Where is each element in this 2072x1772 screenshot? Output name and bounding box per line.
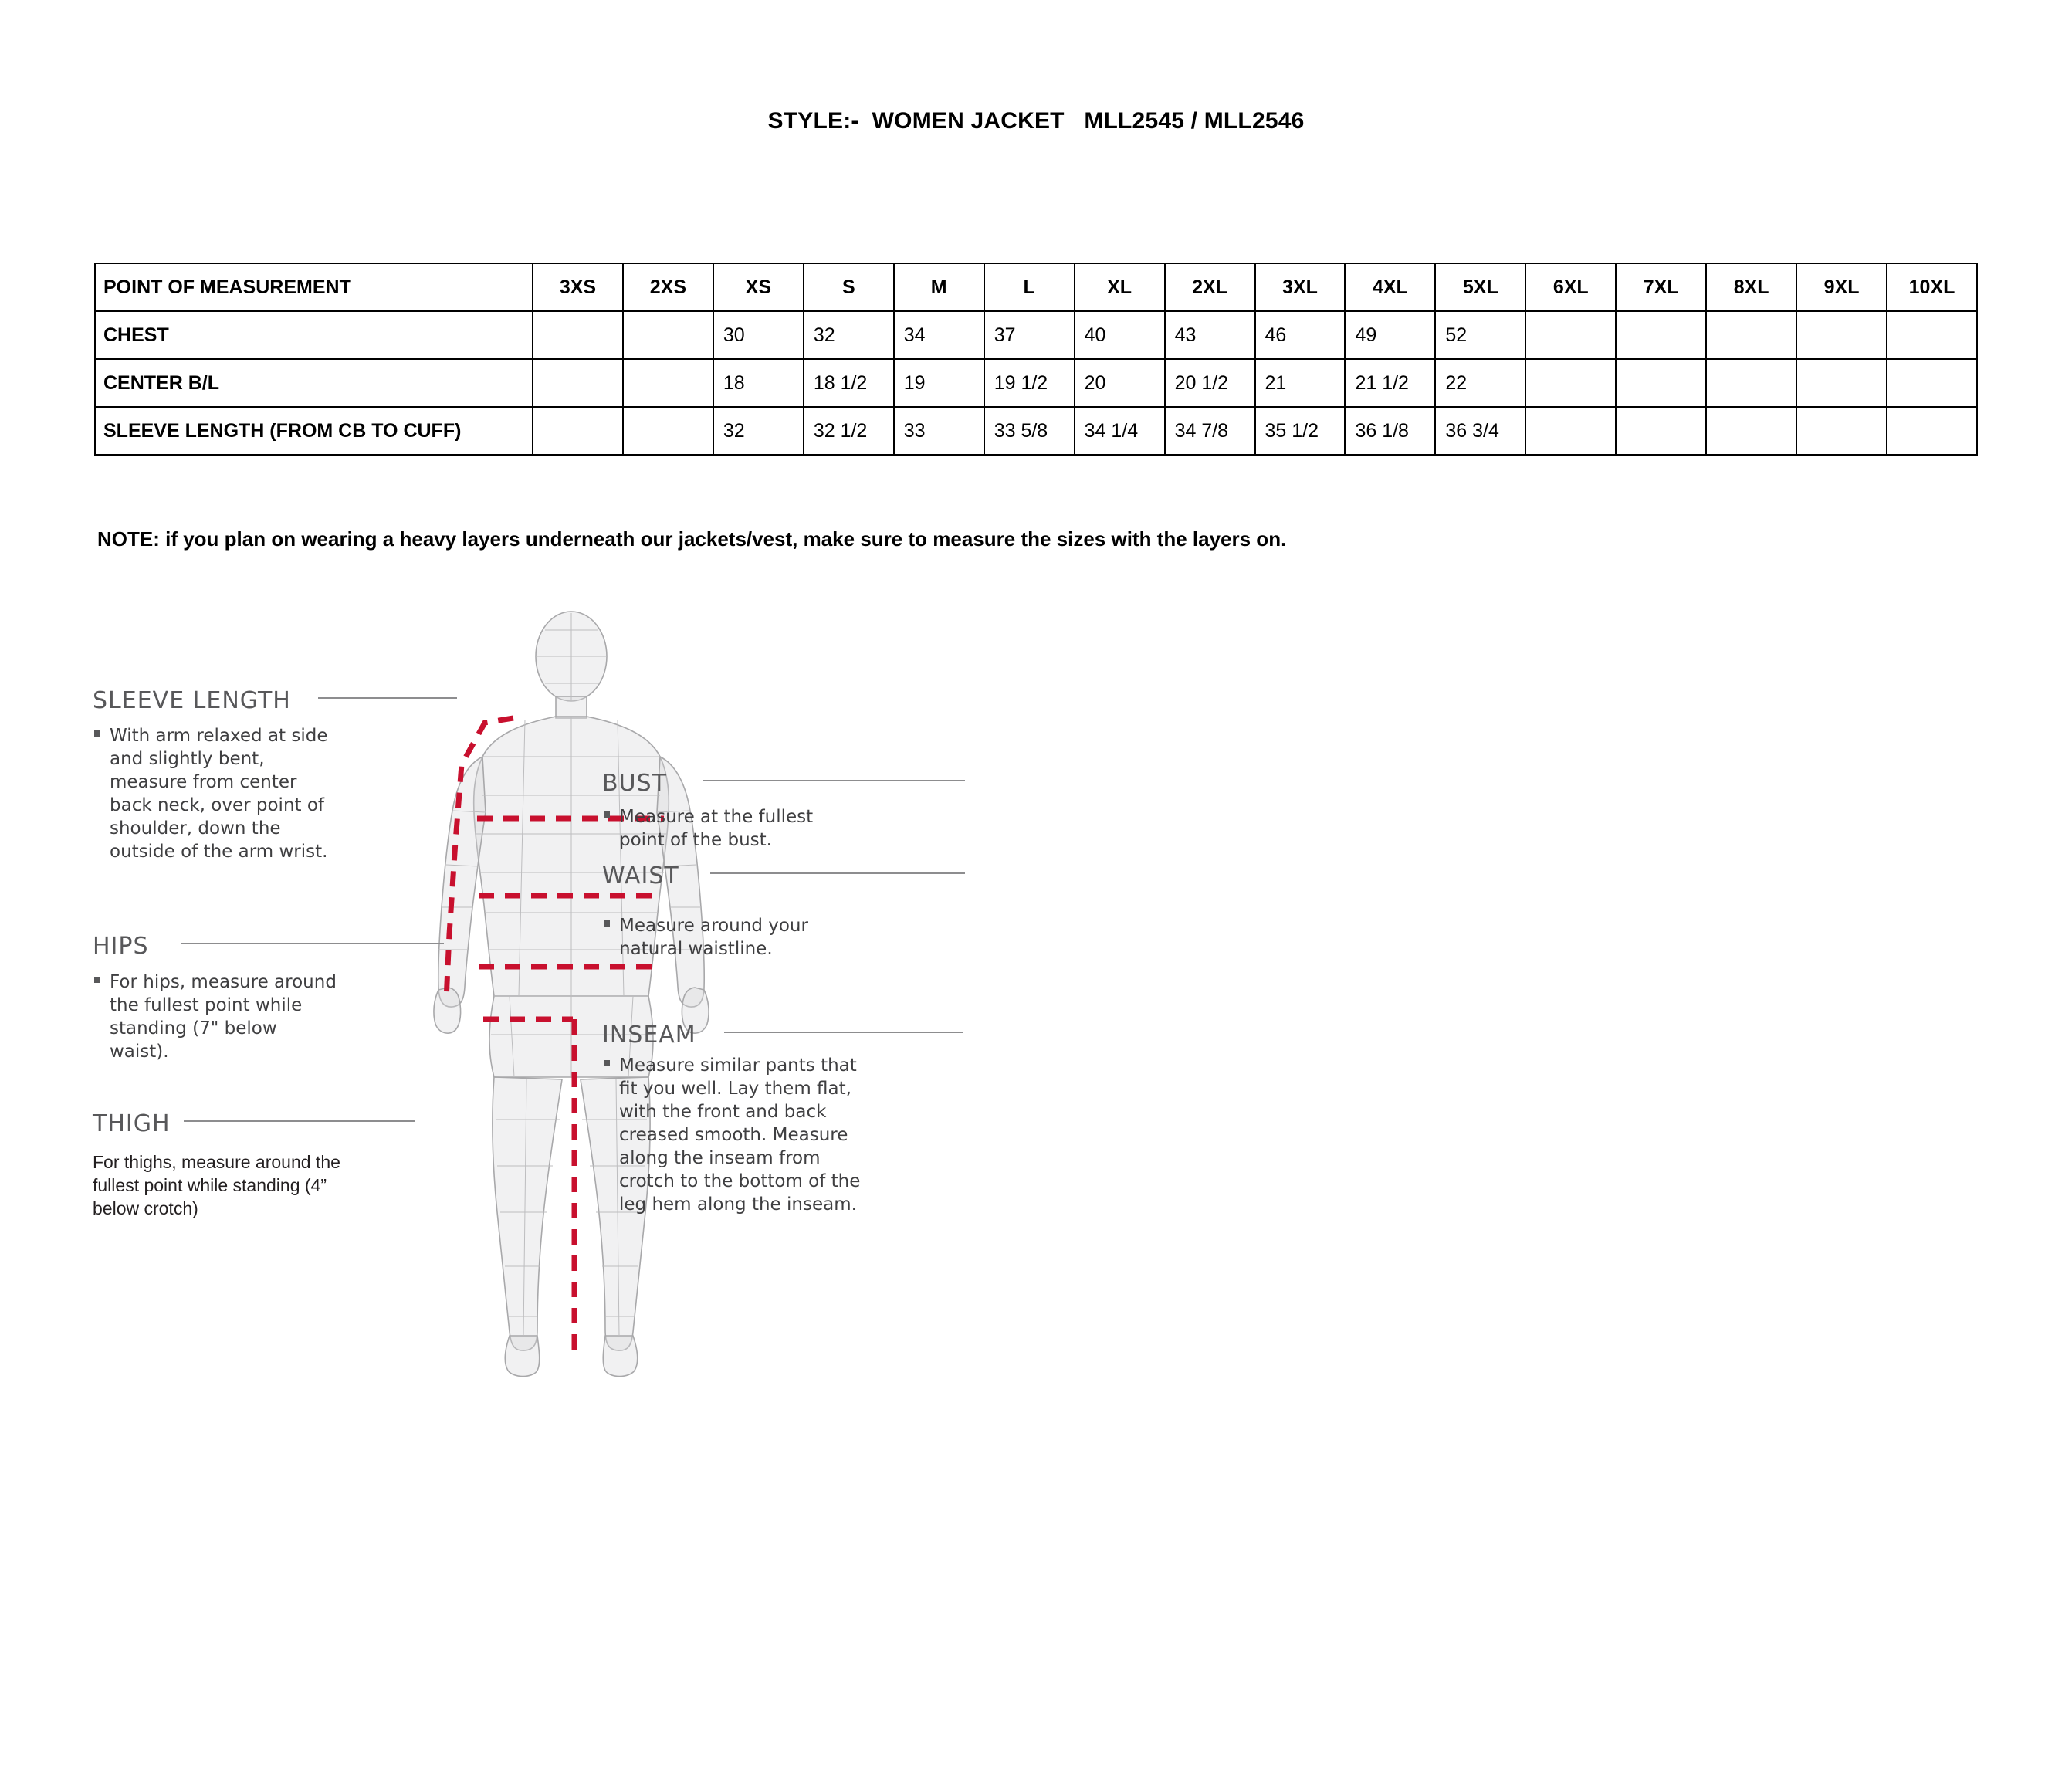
cell-centerbl-xl: 20 [1075, 359, 1165, 407]
cell-sleeve-6xl [1525, 407, 1616, 455]
cell-centerbl-4xl: 21 1/2 [1345, 359, 1435, 407]
cell-chest-4xl: 49 [1345, 311, 1435, 359]
cell-chest-xl: 40 [1075, 311, 1165, 359]
bullet-icon [94, 730, 100, 737]
column-header-size-3: S [804, 263, 894, 311]
column-header-size-9: 4XL [1345, 263, 1435, 311]
measurement-note: NOTE: if you plan on wearing a heavy layers underneath our jackets/vest, make sure to measure the sizes with the layers on. [97, 527, 1287, 551]
cell-centerbl-s: 18 1/2 [804, 359, 894, 407]
cell-sleeve-s: 32 1/2 [804, 407, 894, 455]
cell-sleeve-xl: 34 1/4 [1075, 407, 1165, 455]
column-header-size-15: 10XL [1887, 263, 1977, 311]
bullet-icon [604, 920, 610, 927]
cell-sleeve-8xl [1706, 407, 1796, 455]
cell-centerbl-7xl [1616, 359, 1706, 407]
waist-description: Measure around your natural waistline. [619, 914, 851, 961]
inseam-heading: INSEAM [602, 1022, 696, 1049]
column-header-point-of-measurement: POINT OF MEASUREMENT [95, 263, 533, 311]
waist-heading: WAIST [602, 862, 679, 889]
measurement-diagram [93, 610, 1019, 1382]
cell-centerbl-3xs [533, 359, 623, 407]
cell-chest-2xl: 43 [1165, 311, 1255, 359]
hips-heading: HIPS [93, 933, 149, 960]
cell-sleeve-3xl: 35 1/2 [1255, 407, 1346, 455]
column-header-size-14: 9XL [1796, 263, 1887, 311]
bust-description: Measure at the fullest point of the bust. [619, 805, 851, 852]
column-header-size-4: M [894, 263, 984, 311]
column-header-size-6: XL [1075, 263, 1165, 311]
cell-chest-2xs [623, 311, 713, 359]
cell-chest-xs: 30 [713, 311, 804, 359]
cell-sleeve-3xs [533, 407, 623, 455]
thigh-heading: THIGH [93, 1110, 171, 1137]
cell-chest-8xl [1706, 311, 1796, 359]
hips-description: For hips, measure around the fullest point while standing (7" below waist). [110, 971, 341, 1063]
cell-chest-6xl [1525, 311, 1616, 359]
column-header-size-10: 5XL [1435, 263, 1525, 311]
inseam-leader-line [724, 1032, 963, 1033]
cell-sleeve-4xl: 36 1/8 [1345, 407, 1435, 455]
cell-chest-7xl [1616, 311, 1706, 359]
cell-centerbl-6xl [1525, 359, 1616, 407]
bust-heading: BUST [602, 770, 667, 797]
sleeve-length-leader-line [318, 697, 457, 699]
column-header-size-11: 6XL [1525, 263, 1616, 311]
column-header-size-0: 3XS [533, 263, 623, 311]
column-header-size-7: 2XL [1165, 263, 1255, 311]
bullet-icon [94, 977, 100, 983]
cell-centerbl-10xl [1887, 359, 1977, 407]
cell-centerbl-2xl: 20 1/2 [1165, 359, 1255, 407]
table-row [95, 311, 1977, 359]
cell-centerbl-3xl: 21 [1255, 359, 1346, 407]
size-chart-table [94, 263, 1978, 456]
row-label-center-bl: CENTER B/L [95, 359, 533, 407]
column-header-size-12: 7XL [1616, 263, 1706, 311]
cell-chest-5xl: 52 [1435, 311, 1525, 359]
size-chart-table-container [94, 263, 1978, 456]
cell-chest-10xl [1887, 311, 1977, 359]
thigh-description: For thighs, measure around the fullest point while standing (4” below crotch) [93, 1152, 340, 1218]
table-row [95, 407, 1977, 455]
row-label-chest: CHEST [95, 311, 533, 359]
cell-sleeve-2xl: 34 7/8 [1165, 407, 1255, 455]
column-header-size-2: XS [713, 263, 804, 311]
cell-sleeve-2xs [623, 407, 713, 455]
hips-leader-line [181, 943, 444, 944]
cell-centerbl-8xl [1706, 359, 1796, 407]
cell-chest-3xs [533, 311, 623, 359]
bullet-icon [604, 1060, 610, 1066]
bullet-icon [604, 811, 610, 818]
cell-sleeve-7xl [1616, 407, 1706, 455]
row-label-sleeve-length: SLEEVE LENGTH (FROM CB TO CUFF) [95, 407, 533, 455]
column-header-size-5: L [984, 263, 1075, 311]
cell-centerbl-xs: 18 [713, 359, 804, 407]
table-row [95, 359, 1977, 407]
cell-sleeve-xs: 32 [713, 407, 804, 455]
cell-sleeve-10xl [1887, 407, 1977, 455]
cell-chest-s: 32 [804, 311, 894, 359]
cell-sleeve-l: 33 5/8 [984, 407, 1075, 455]
sleeve-length-heading: SLEEVE LENGTH [93, 687, 291, 714]
page-title: STYLE:- WOMEN JACKET MLL2545 / MLL2546 [767, 108, 1305, 134]
cell-centerbl-2xs [623, 359, 713, 407]
inseam-description: Measure similar pants that fit you well. Lay them flat, with the front and back creased smooth. Measure along the inseam from crotch to the bottom of the leg hem along the inseam. [619, 1054, 866, 1216]
waist-leader-line [710, 872, 965, 874]
column-header-size-8: 3XL [1255, 263, 1346, 311]
cell-centerbl-m: 19 [894, 359, 984, 407]
cell-centerbl-5xl: 22 [1435, 359, 1525, 407]
cell-chest-3xl: 46 [1255, 311, 1346, 359]
cell-chest-m: 34 [894, 311, 984, 359]
cell-centerbl-9xl [1796, 359, 1887, 407]
cell-chest-l: 37 [984, 311, 1075, 359]
cell-sleeve-m: 33 [894, 407, 984, 455]
column-header-size-13: 8XL [1706, 263, 1796, 311]
column-header-size-1: 2XS [623, 263, 713, 311]
cell-sleeve-5xl: 36 3/4 [1435, 407, 1525, 455]
cell-centerbl-l: 19 1/2 [984, 359, 1075, 407]
thigh-leader-line [184, 1120, 415, 1122]
sleeve-length-description: With arm relaxed at side and slightly bent, measure from center back neck, over point of shoulder, down the outside of the arm wrist. [110, 724, 341, 863]
bust-leader-line [703, 780, 965, 781]
cell-sleeve-9xl [1796, 407, 1887, 455]
table-header-row [95, 263, 1977, 311]
cell-chest-9xl [1796, 311, 1887, 359]
